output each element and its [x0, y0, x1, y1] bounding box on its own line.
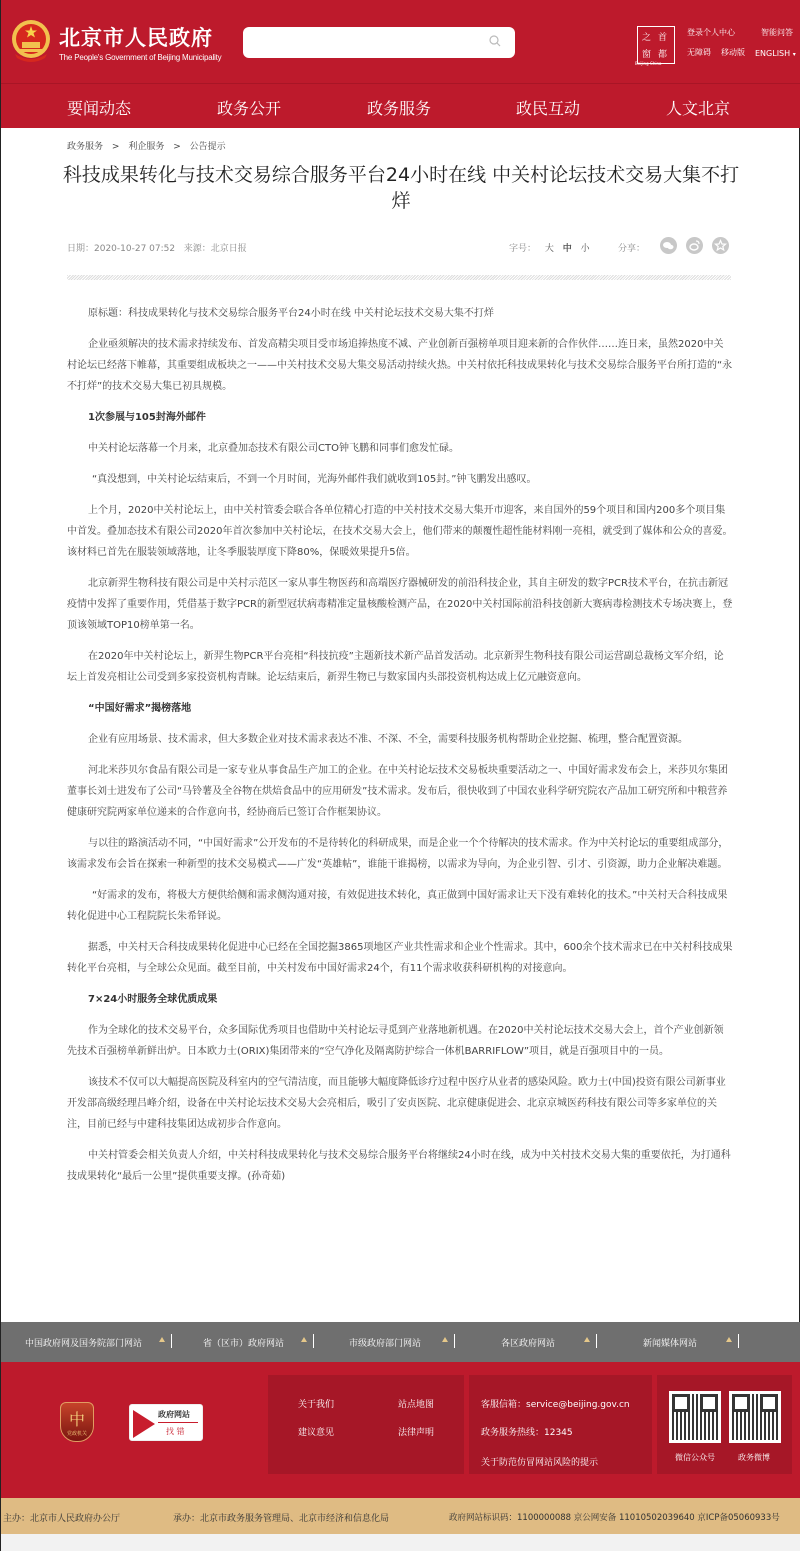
article-body [67, 303, 733, 1197]
article-paragraph: “真没想到，中关村论坛结束后，不到一个月时间，光海外邮件我们就收到105封。”钟飞鹏发出感叹。 [92, 474, 537, 485]
legal-link[interactable]: 法律声明 [398, 1428, 435, 1438]
section-heading: “中国好需求”揭榜落地 [88, 703, 192, 714]
nav-gov-open[interactable]: 政务公开 [217, 99, 282, 118]
article-paragraph: 在2020年中关村论坛上，新羿生物PCR平台亮相“科技抗疫”主题新技术新产品首发活动。北京新羿生物科技有限公司运营副总裁杨文军介绍，论坛上首发亮相让公司受到多家投资机构青睐。论坛结束后，新羿生物已与数家国内头部投资机构达成上亿元融资意向。 [67, 651, 724, 683]
article-paragraph: 企业亟须解决的技术需求持续发布、首发高精尖项目受市场追捧热度不减、产业创新百强榜单项目迎来新的合作伙伴……连日来，虽然2020中关村论坛已经落下帷幕，其重要组成板块之一——中关村技术交易大集交易活动持续火热。中关村依托科技成果转化与技术交易综合服务平台所打造的“永不打烊”的技术交易大集已初具规模。 [67, 339, 733, 392]
feedback-link[interactable]: 建议意见 [298, 1428, 335, 1438]
section-heading: 7×24小时服务全球优质成果 [88, 994, 218, 1005]
top-bar [1, 0, 800, 84]
caret-down-icon: ▾ [792, 51, 796, 58]
smart-qa-link[interactable]: 智能问答 [761, 28, 793, 37]
triangle-up-icon[interactable] [726, 1337, 732, 1342]
triangle-up-icon[interactable] [301, 1337, 307, 1342]
breadcrumb-item[interactable]: 利企服务 [128, 142, 165, 152]
weibo-qr-code [729, 1391, 781, 1443]
footer-site-groups [1, 1322, 800, 1362]
footer-links-box [268, 1375, 464, 1474]
magnifier-icon [133, 1410, 155, 1438]
search-box[interactable] [243, 27, 515, 58]
weibo-icon[interactable] [686, 237, 703, 254]
breadcrumb-separator: > [173, 142, 181, 152]
service-hotline: 政务服务热线：12345 [481, 1428, 573, 1438]
share-label: 分享： [618, 244, 646, 254]
article-source: 来源：北京日报 [183, 244, 247, 254]
separator [596, 1334, 597, 1348]
breadcrumb-item[interactable]: 政务服务 [67, 142, 104, 152]
logo-char: 窗 [642, 50, 652, 60]
badge-glyph: 中 [68, 1410, 85, 1429]
organizer-text: 承办：北京市政务服务管理局、北京市经济和信息化局 [173, 1514, 390, 1524]
accessibility-link[interactable]: 无障碍 [687, 48, 711, 57]
english-link[interactable] [755, 49, 796, 58]
site-header [1, 0, 800, 128]
breadcrumb-item[interactable]: 公告提示 [189, 142, 226, 152]
site-name-en: The People's Government of Beijing Municipality [59, 53, 222, 62]
article-paragraph: “好需求的发布，将极大方便供给侧和需求侧沟通对接，有效促进技术转化，真正做到中国好需求让天下没有难转化的技术。”中关村天合科技成果转化促进中心工程院院长朱希铎说。 [67, 890, 728, 922]
article-date: 日期：2020-10-27 07:52 [67, 244, 176, 254]
party-gov-badge[interactable] [60, 1402, 94, 1442]
about-link[interactable]: 关于我们 [298, 1400, 335, 1410]
page-end [1, 1534, 800, 1551]
qr-label-wechat: 微信公众号 [675, 1453, 715, 1462]
article-title: 科技成果转化与技术交易综合服务平台24小时在线 中关村论坛技术交易大集不打烊 [62, 164, 740, 212]
breadcrumb-separator: > [111, 142, 120, 152]
site-ids-text: 政府网站标识码：1100000088 京公网安备 11010502039640 京ICP备05060933号 [449, 1513, 780, 1523]
english-label: ENGLISH [755, 49, 791, 58]
login-link[interactable]: 登录个人中心 [687, 28, 735, 37]
breadcrumb [67, 139, 232, 152]
error-box-line1: 政府网站 [158, 1410, 190, 1419]
section-heading: 1次参展与105封海外邮件 [88, 412, 206, 423]
site-group-link[interactable]: 中国政府网及国务院部门网站 [25, 1339, 143, 1349]
footer-main [1, 1362, 800, 1496]
article-meta [67, 241, 247, 254]
article-paragraph: 河北米莎贝尔食品有限公司是一家专业从事食品生产加工的企业。在中关村论坛技术交易板块重要活动之一、中国好需求发布会上，米莎贝尔集团董事长刘士进发布了公司“马铃薯及全谷物在烘焙食品中的应用研发”技术需求。发布后，很快收到了中国农业科学研究院农产品加工研究所和中粮营养健康研究院两家单位递来的合作意向书，经协商后已签订合作框架协议。 [67, 765, 728, 818]
font-size-small[interactable]: 小 [580, 244, 590, 254]
site-group-link[interactable]: 省（区市）政府网站 [203, 1339, 285, 1349]
nav-interaction[interactable]: 政民互动 [516, 99, 581, 118]
site-group-link[interactable]: 新闻媒体网站 [643, 1339, 698, 1349]
article-paragraph: 与以往的路演活动不同，“中国好需求”公开发布的不是待转化的科研成果，而是企业一个个待解决的技术需求。作为中关村论坛的重要组成部分，该需求发布会旨在探索一种新型的技术交易模式——广发“英雄帖”，谁能干谁揭榜，以需求为导向，为企业引智、引才、引资源，助力企业解决难题。 [67, 838, 729, 870]
mobile-link[interactable]: 移动版 [721, 48, 745, 57]
separator [171, 1334, 172, 1348]
error-box-line2: 找 错 [166, 1427, 185, 1436]
triangle-up-icon[interactable] [584, 1337, 590, 1342]
sitemap-link[interactable]: 站点地图 [398, 1400, 435, 1410]
footer-contact-box [469, 1375, 652, 1474]
article-paragraph: 中关村管委会相关负责人介绍，中关村科技成果转化与技术交易综合服务平台将继续24小时在线，成为中关村技术交易大集的重要依托，为打通科技成果转化“最后一公里”提供重要支撑。(孙奇茹) [67, 1150, 731, 1182]
site-group-link[interactable]: 市级政府部门网站 [349, 1339, 422, 1349]
article-paragraph: 上个月，2020中关村论坛上，由中关村管委会联合各单位精心打造的中关村技术交易大集开市迎客，来自国外的59个项目和国内200多个项目集中首发。叠加态技术有限公司2020年首次参加中关村论坛，在技术交易大会上，他们带来的颠覆性超性能材料刚一亮相，就受到了媒体和公众的喜爱。该材料已首先在服装领域落地，让冬季服装厚度下降80%，保暖效果提升5倍。 [67, 505, 733, 558]
article-paragraph: 该技术不仅可以大幅提高医院及科室内的空气清洁度，而且能够大幅度降低诊疗过程中医疗从业者的感染风险。欧力士(中国)投资有限公司新事业开发部高级经理吕峰介绍，设备在中关村论坛技术交易大会亮相后，吸引了安贞医院、北京健康促进会、北京京城医药科技有限公司等多家单位的关注，目前已经与中建科技集团达成初步合作意向。 [67, 1077, 726, 1130]
font-size-label: 字号： [509, 244, 537, 254]
article-paragraph: 企业有应用场景、技术需求，但大多数企业对技术需求表达不准、不深、不全，需要科技服务机构帮助企业挖掘、梳理，整合配置资源。 [88, 734, 688, 745]
site-name[interactable]: 北京市人民政府 [59, 26, 213, 50]
nav-news[interactable]: 要闻动态 [67, 99, 132, 118]
qr-label-weibo: 政务微博 [738, 1453, 770, 1462]
main-nav [1, 85, 800, 128]
font-size-control [509, 241, 590, 254]
divider [67, 275, 731, 280]
wechat-qr-code [669, 1391, 721, 1443]
divider [158, 1422, 198, 1423]
report-error-button[interactable] [129, 1404, 203, 1441]
separator [313, 1334, 314, 1348]
wechat-icon[interactable] [660, 237, 677, 254]
font-size-large[interactable]: 大 [544, 244, 554, 254]
article-paragraph: 作为全球化的技术交易平台，众多国际优秀项目也借助中关村论坛寻觅到产业落地新机遇。在2020中关村论坛技术交易大会上，首个产业创新领先技术百强榜单新鲜出炉。日本欧力士(ORIX)集团带来的“空气净化及隔离防护综合一体机BARRIFLOW”项目，就是百强项目中的一员。 [67, 1025, 724, 1057]
capital-logo-en: Beijing-China [635, 61, 662, 66]
nav-culture[interactable]: 人文北京 [666, 99, 731, 118]
capital-window-logo[interactable] [637, 26, 675, 64]
service-email[interactable]: 客服信箱：service@beijing.gov.cn [481, 1400, 630, 1410]
search-icon[interactable] [489, 35, 501, 47]
party-badge-label: 党政机关 [66, 1431, 87, 1437]
article-paragraph: 中关村论坛落幕一个月来，北京叠加态技术有限公司CTO钟飞鹏和同事们愈发忙碌。 [88, 443, 459, 454]
footer-bottom [1, 1496, 800, 1534]
article-paragraph: 据悉，中关村天合科技成果转化促进中心已经在全国挖掘3865项地区产业共性需求和企业个性需求。其中，600余个技术需求已在中关村科技成果转化平台亮相，与全球公众见面。截至目前，中关村发布中国好需求24个，有11个需求收获科研机构的对接意向。 [67, 942, 733, 974]
footer-qr-box [657, 1375, 792, 1474]
logo-char: 首 [658, 33, 668, 43]
triangle-up-icon[interactable] [159, 1337, 165, 1342]
anti-phishing-link[interactable]: 关于防范仿冒网站风险的提示 [481, 1458, 599, 1468]
logo-char: 都 [658, 50, 668, 60]
font-size-medium[interactable]: 中 [562, 244, 572, 254]
site-group-link[interactable]: 各区政府网站 [501, 1339, 556, 1349]
triangle-up-icon[interactable] [442, 1337, 448, 1342]
nav-gov-service[interactable]: 政务服务 [367, 99, 432, 118]
logo-char: 之 [642, 33, 652, 43]
separator [738, 1334, 739, 1348]
article-paragraph: 原标题：科技成果转化与技术交易综合服务平台24小时在线 中关村论坛技术交易大集不打烊 [88, 308, 494, 319]
article-paragraph: 北京新羿生物科技有限公司是中关村示范区一家从事生物医药和高端医疗器械研发的前沿科技企业，其自主研发的数字PCR技术平台，在抗击新冠疫情中发挥了重要作用，凭借基于数字PCR的新型冠状病毒精准定量核酸检测产品，在2020中关村国际前沿科技创新大赛病毒检测技术专场决赛上，登顶该领域TOP10榜单第一名。 [67, 578, 733, 631]
favorite-icon[interactable] [712, 237, 729, 254]
separator [454, 1334, 455, 1348]
national-emblem-icon[interactable] [9, 18, 53, 64]
sponsor-text: 主办：北京市人民政府办公厅 [3, 1514, 121, 1524]
